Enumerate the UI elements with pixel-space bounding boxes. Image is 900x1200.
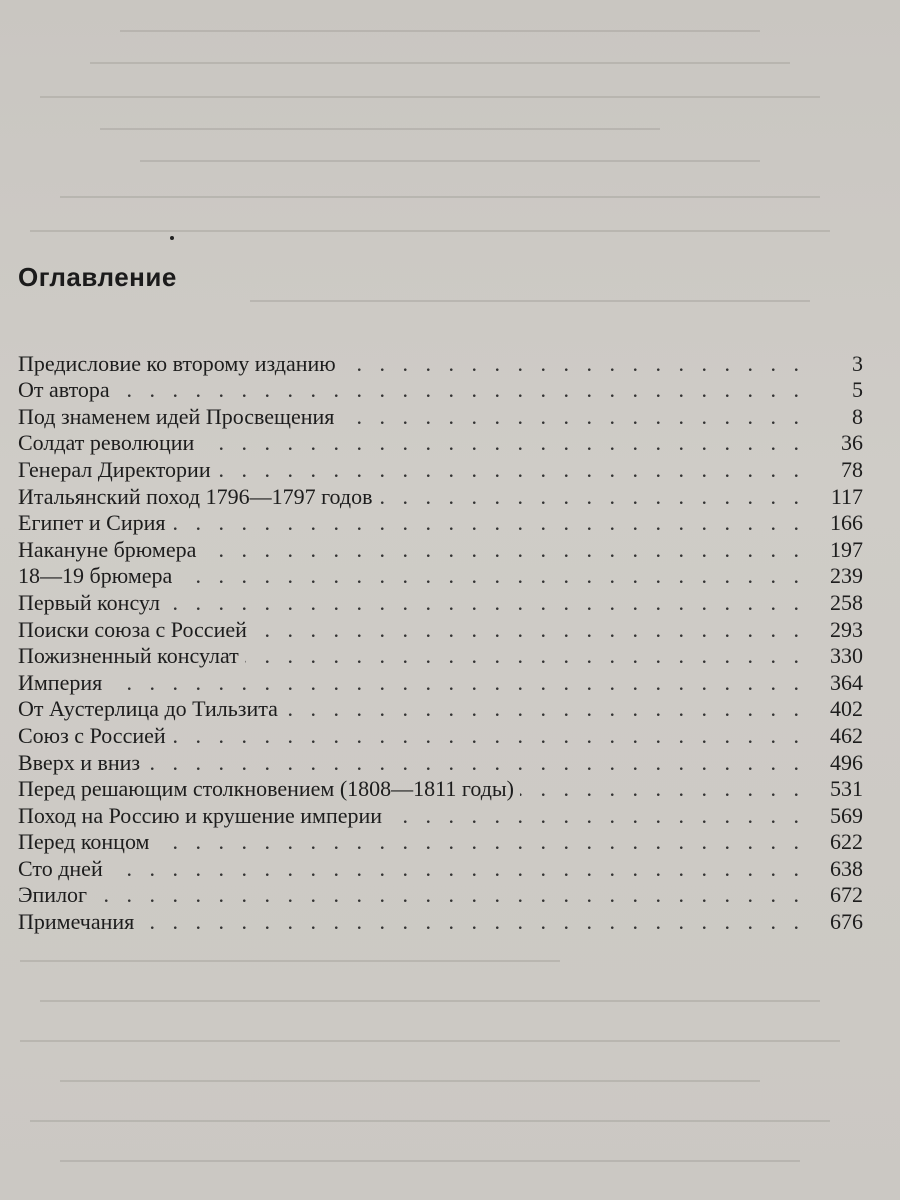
dot-leader: [172, 510, 805, 536]
toc-entry-page: 531: [830, 776, 863, 802]
toc-entry-page: 330: [830, 643, 863, 669]
toc-entry: [18, 829, 863, 856]
toc-entry: [18, 377, 863, 404]
toc-entry: [18, 430, 863, 457]
toc-entry-title: От автора: [18, 377, 110, 403]
toc-entry-title: Первый консул: [18, 589, 160, 615]
dot-leader: [202, 537, 805, 563]
toc-entry-title: 18—19 брюмера: [18, 563, 173, 589]
toc-entry: [18, 616, 863, 643]
toc-entry-title: От Аустерлица до Тильзита: [18, 696, 278, 722]
dot-leader: [166, 590, 805, 616]
toc-entry-page: 5: [852, 377, 863, 403]
toc-entry-page: 462: [830, 722, 863, 748]
toc-entry-page: 36: [841, 430, 863, 456]
toc-entry-title: Генерал Директории: [18, 456, 211, 482]
toc-entry-page: 258: [830, 589, 863, 615]
toc-entry-page: 166: [830, 510, 863, 536]
toc-entry-page: 197: [830, 536, 863, 562]
dot-leader: [217, 457, 805, 483]
toc-entry-title: Поиски союза с Россией: [18, 616, 247, 642]
toc-entry: [18, 510, 863, 537]
toc-entry: [18, 643, 863, 670]
toc-entry: [18, 722, 863, 749]
toc-heading: Оглавление: [18, 262, 177, 292]
toc-entry-title: Союз с Россией: [18, 722, 166, 748]
toc-entry: [18, 908, 863, 935]
toc-entry-title: Примечания: [18, 909, 135, 935]
toc-entry-page: 622: [830, 829, 863, 855]
toc-entry: [18, 696, 863, 723]
toc-entry-page: 364: [830, 669, 863, 695]
toc-entry: [18, 882, 863, 909]
dot-leader: [284, 696, 805, 722]
toc-entry-title: Вверх и вниз: [18, 749, 141, 775]
toc-entry-title: Империя: [18, 669, 103, 695]
toc-entry-title: Предисловие ко второму изданию: [18, 350, 336, 376]
dot-leader: [178, 563, 805, 589]
toc-entry-page: 293: [830, 616, 863, 642]
dot-leader: [116, 377, 805, 403]
dot-leader: [108, 670, 805, 696]
dot-leader: [388, 803, 805, 829]
toc-entry-title: Сто дней: [18, 855, 103, 881]
toc-entry-title: Накануне брюмера: [18, 536, 197, 562]
toc-entry: [18, 456, 863, 483]
toc-entry-title: Перед концом: [18, 829, 150, 855]
dot-leader: [200, 430, 805, 456]
toc-entry-title: Поход на Россию и крушение империи: [18, 802, 383, 828]
toc-entry-page: 402: [830, 696, 863, 722]
toc-entry: [18, 855, 863, 882]
table-of-contents: [18, 350, 863, 935]
toc-entry-title: Итальянский поход 1796—1797 годов: [18, 483, 373, 509]
toc-entry-page: 638: [830, 855, 863, 881]
toc-entry-page: 672: [830, 882, 863, 908]
toc-entry-title: Перед решающим столкновением (1808—1811 годы): [18, 776, 515, 802]
dot-leader: [140, 909, 805, 935]
toc-entry-page: 78: [841, 456, 863, 482]
toc-entry-page: 3: [852, 350, 863, 376]
toc-entry-title: Под знаменем идей Просвещения: [18, 403, 335, 429]
toc-entry-title: Солдат революции: [18, 430, 195, 456]
stray-dot: [170, 236, 174, 240]
toc-entry-page: 496: [830, 749, 863, 775]
toc-entry-page: 117: [830, 483, 863, 509]
toc-entry-title: Эпилог: [18, 882, 88, 908]
toc-entry: [18, 536, 863, 563]
toc-entry: [18, 350, 863, 377]
dot-leader: [172, 723, 805, 749]
toc-entry-page: 569: [830, 802, 863, 828]
dot-leader: [520, 776, 805, 802]
toc-entry: [18, 403, 863, 430]
dot-leader: [379, 484, 805, 510]
toc-entry: [18, 776, 863, 803]
toc-entry-page: 239: [830, 563, 863, 589]
dot-leader: [93, 882, 805, 908]
toc-entry-page: 8: [852, 403, 863, 429]
toc-entry: [18, 669, 863, 696]
toc-entry: [18, 483, 863, 510]
toc-entry: [18, 563, 863, 590]
toc-entry: [18, 589, 863, 616]
toc-entry: [18, 802, 863, 829]
toc-entry: [18, 749, 863, 776]
dot-leader: [155, 829, 805, 855]
dot-leader: [340, 404, 805, 430]
toc-entry-page: 676: [830, 909, 863, 935]
dot-leader: [342, 351, 805, 377]
dot-leader: [146, 750, 805, 776]
toc-entry-title: Египет и Сирия: [18, 510, 166, 536]
toc-entry-title: Пожизненный консулат: [18, 643, 239, 669]
dot-leader: [253, 617, 805, 643]
dot-leader: [245, 643, 805, 669]
dot-leader: [109, 856, 805, 882]
